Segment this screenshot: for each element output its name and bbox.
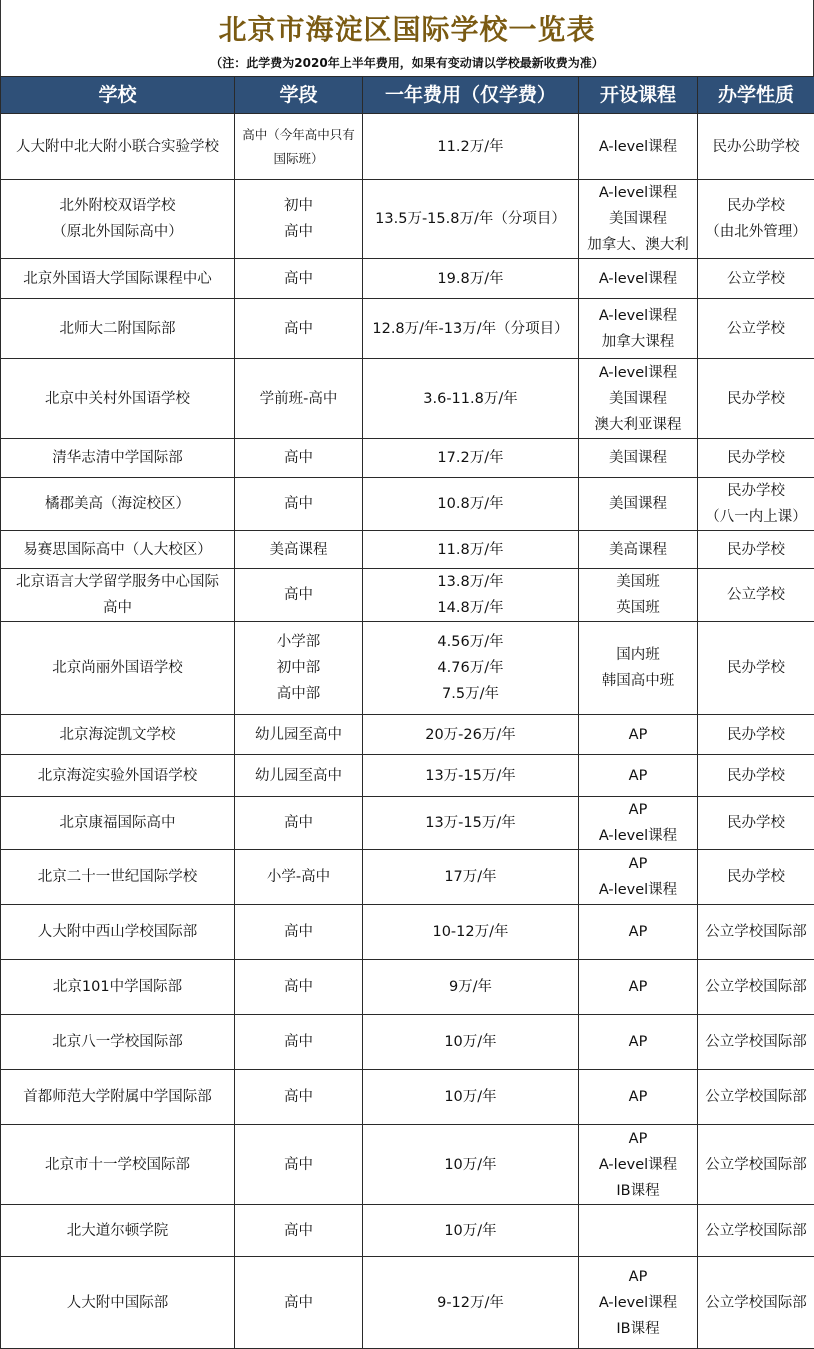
school-cell-line: （原北外国际高中） (3, 219, 232, 245)
type-cell (698, 1257, 814, 1349)
courses-cell-line: A-level课程 (581, 823, 695, 849)
fee-cell-line: 10.8万/年 (365, 491, 576, 517)
fee-cell-line: 20万-26万/年 (365, 722, 576, 748)
courses-cell-line: 国内班 (581, 642, 695, 668)
table-row (1, 960, 814, 1015)
stage-cell-line: 高中 (237, 1084, 360, 1110)
type-cell (698, 960, 814, 1015)
courses-cell-line: AP (581, 1029, 695, 1055)
header-school: 学校 (1, 77, 235, 114)
stage-cell (235, 1015, 363, 1070)
courses-cell (579, 180, 698, 259)
courses-cell-line: A-level课程 (581, 360, 695, 386)
school-cell (1, 359, 235, 439)
type-cell-line: 民办学校 (700, 445, 812, 471)
courses-cell-line: IB课程 (581, 1316, 695, 1342)
type-cell-line: 公立学校国际部 (700, 1029, 812, 1055)
stage-cell (235, 715, 363, 755)
school-cell-line: 北京尚丽外国语学校 (3, 655, 232, 681)
courses-cell-line: A-level课程 (581, 303, 695, 329)
fee-cell (363, 180, 579, 259)
school-cell (1, 478, 235, 531)
school-cell-line: 北京海淀凯文学校 (3, 722, 232, 748)
table-row (1, 114, 814, 180)
type-cell-line: 公立学校国际部 (700, 1152, 812, 1178)
school-cell-line: 北师大二附国际部 (3, 316, 232, 342)
courses-cell-line: AP (581, 797, 695, 823)
school-cell (1, 1015, 235, 1070)
stage-cell-line: 高中 (237, 582, 360, 608)
school-cell-line: 北京八一学校国际部 (3, 1029, 232, 1055)
courses-cell (579, 569, 698, 622)
stage-cell (235, 622, 363, 715)
school-cell-line: 北京101中学国际部 (3, 974, 232, 1000)
stage-cell (235, 905, 363, 960)
type-cell (698, 1125, 814, 1205)
table-row (1, 755, 814, 797)
type-cell (698, 905, 814, 960)
type-cell-line: 公立学校国际部 (700, 1218, 812, 1244)
table-row (1, 569, 814, 622)
type-cell-line: 公立学校国际部 (700, 919, 812, 945)
courses-cell (579, 1070, 698, 1125)
stage-cell-line: 高中 (237, 316, 360, 342)
courses-cell-line: AP (581, 974, 695, 1000)
stage-cell-line: 小学-高中 (237, 864, 360, 890)
type-cell (698, 622, 814, 715)
type-cell-line: 公立学校 (700, 266, 812, 292)
courses-cell (579, 715, 698, 755)
courses-cell (579, 531, 698, 569)
school-cell (1, 299, 235, 359)
school-cell-line: 人大附中西山学校国际部 (3, 919, 232, 945)
fee-cell (363, 1070, 579, 1125)
fee-cell-line: 13万-15万/年 (365, 810, 576, 836)
stage-cell (235, 1205, 363, 1257)
table-row (1, 1257, 814, 1349)
type-cell-line: 民办学校 (700, 763, 812, 789)
school-cell-line: 北京中关村外国语学校 (3, 386, 232, 412)
type-cell (698, 1070, 814, 1125)
table-row (1, 905, 814, 960)
type-cell (698, 715, 814, 755)
type-cell-line: 民办学校 (700, 655, 812, 681)
fee-cell-line: 10-12万/年 (365, 919, 576, 945)
stage-cell-line: 高中 (237, 1152, 360, 1178)
table-row (1, 1125, 814, 1205)
fee-cell (363, 1125, 579, 1205)
stage-cell-line: 学前班-高中 (237, 386, 360, 412)
stage-cell-line: 高中 (237, 445, 360, 471)
fee-cell (363, 755, 579, 797)
stage-cell-line: 高中 (237, 810, 360, 836)
type-cell (698, 569, 814, 622)
fee-cell (363, 478, 579, 531)
school-cell (1, 755, 235, 797)
school-cell-line: 首都师范大学附属中学国际部 (3, 1084, 232, 1110)
courses-cell-line: AP (581, 1084, 695, 1110)
type-cell (698, 850, 814, 905)
stage-cell-line: 高中 (237, 1290, 360, 1316)
fee-cell-line: 4.76万/年 (365, 655, 576, 681)
stage-cell-line: 高中 (237, 1218, 360, 1244)
fee-cell-line: 10万/年 (365, 1218, 576, 1244)
table-row (1, 715, 814, 755)
fee-cell-line: 3.6-11.8万/年 (365, 386, 576, 412)
stage-cell (235, 180, 363, 259)
fee-cell-line: 11.8万/年 (365, 537, 576, 563)
table-row (1, 439, 814, 478)
courses-cell (579, 850, 698, 905)
stage-cell (235, 299, 363, 359)
courses-cell (579, 359, 698, 439)
table-row (1, 359, 814, 439)
school-cell-line: 北外附校双语学校 (3, 193, 232, 219)
stage-cell (235, 797, 363, 850)
type-cell-line: 民办学校 (700, 478, 812, 504)
type-cell (698, 1205, 814, 1257)
fee-cell (363, 1257, 579, 1349)
courses-cell-line: 澳大利亚课程 (581, 412, 695, 438)
fee-cell-line: 14.8万/年 (365, 595, 576, 621)
school-cell (1, 1257, 235, 1349)
courses-cell-line: A-level课程 (581, 266, 695, 292)
courses-cell (579, 755, 698, 797)
fee-cell (363, 299, 579, 359)
stage-cell-line: 小学部 (237, 629, 360, 655)
courses-cell (579, 1257, 698, 1349)
school-cell-line: 北京海淀实验外国语学校 (3, 763, 232, 789)
school-cell (1, 1070, 235, 1125)
stage-cell-line: 高中 (237, 266, 360, 292)
courses-cell (579, 478, 698, 531)
stage-cell (235, 114, 363, 180)
type-cell (698, 180, 814, 259)
fee-cell (363, 905, 579, 960)
stage-cell-line: 初中部 (237, 655, 360, 681)
courses-cell-line: A-level课程 (581, 1152, 695, 1178)
school-cell (1, 960, 235, 1015)
type-cell-line: （八一内上课） (700, 504, 812, 530)
stage-cell-line: 初中 (237, 193, 360, 219)
fee-cell (363, 359, 579, 439)
courses-cell (579, 299, 698, 359)
courses-cell-line: 美国课程 (581, 206, 695, 232)
courses-cell-line: 美国课程 (581, 445, 695, 471)
courses-cell-line: 加拿大、澳大利 (581, 232, 695, 258)
school-cell (1, 715, 235, 755)
courses-cell (579, 1015, 698, 1070)
fee-cell-line: 10万/年 (365, 1029, 576, 1055)
type-cell (698, 755, 814, 797)
type-cell-line: 公立学校 (700, 582, 812, 608)
header-stage: 学段 (235, 77, 363, 114)
courses-cell-line: 美国课程 (581, 386, 695, 412)
school-cell-line: 北大道尔顿学院 (3, 1218, 232, 1244)
fee-cell-line: 13.8万/年 (365, 569, 576, 595)
school-cell-line: 橘郡美高（海淀校区） (3, 491, 232, 517)
courses-cell-line: 美国班 (581, 569, 695, 595)
fee-cell-line: 7.5万/年 (365, 681, 576, 707)
type-cell (698, 797, 814, 850)
type-cell-line: 公立学校国际部 (700, 1084, 812, 1110)
school-cell-line: 易赛思国际高中（人大校区） (3, 537, 232, 563)
type-cell (698, 1015, 814, 1070)
stage-cell-line: 美高课程 (237, 537, 360, 563)
type-cell-line: 民办学校 (700, 386, 812, 412)
fee-note: （注：此学费为2020年上半年费用，如果有变动请以学校最新收费为准） (1, 54, 813, 71)
courses-cell-line: 美高课程 (581, 537, 695, 563)
type-cell-line: （由北外管理） (700, 219, 812, 245)
fee-cell (363, 1205, 579, 1257)
school-cell-line: 人大附中北大附小联合实验学校 (3, 134, 232, 160)
school-cell-line: 高中 (3, 595, 232, 621)
courses-cell (579, 1125, 698, 1205)
courses-cell (579, 905, 698, 960)
school-cell (1, 1205, 235, 1257)
stage-cell (235, 478, 363, 531)
fee-cell-line: 19.8万/年 (365, 266, 576, 292)
courses-cell-line: AP (581, 919, 695, 945)
stage-cell (235, 1257, 363, 1349)
type-cell (698, 259, 814, 299)
fee-cell-line: 17万/年 (365, 864, 576, 890)
type-cell-line: 民办学校 (700, 810, 812, 836)
header-courses: 开设课程 (579, 77, 698, 114)
stage-cell (235, 439, 363, 478)
fee-cell-line: 13.5万-15.8万/年（分项目） (365, 206, 576, 232)
courses-cell (579, 114, 698, 180)
table-row (1, 531, 814, 569)
table-row (1, 299, 814, 359)
title-banner (0, 0, 814, 76)
courses-cell-line: AP (581, 851, 695, 877)
school-cell (1, 905, 235, 960)
courses-cell-line: AP (581, 763, 695, 789)
courses-cell-line: A-level课程 (581, 180, 695, 206)
fee-cell-line: 11.2万/年 (365, 134, 576, 160)
type-cell (698, 359, 814, 439)
school-cell-line: 北京语言大学留学服务中心国际 (3, 569, 232, 595)
fee-cell (363, 715, 579, 755)
header-type: 办学性质 (698, 77, 814, 114)
school-cell (1, 439, 235, 478)
fee-cell-line: 9-12万/年 (365, 1290, 576, 1316)
fee-cell (363, 114, 579, 180)
fee-cell-line: 13万-15万/年 (365, 763, 576, 789)
courses-cell-line: 英国班 (581, 595, 695, 621)
type-cell-line: 民办学校 (700, 537, 812, 563)
table-row (1, 1070, 814, 1125)
courses-cell-line: AP (581, 1264, 695, 1290)
stage-cell-line: 高中 (237, 491, 360, 517)
table-row (1, 180, 814, 259)
stage-cell-line: 高中 (237, 919, 360, 945)
stage-cell-line: 高中 (237, 219, 360, 245)
school-cell-line: 人大附中国际部 (3, 1290, 232, 1316)
table-row (1, 478, 814, 531)
school-cell (1, 797, 235, 850)
fee-cell-line: 12.8万/年-13万/年（分项目） (365, 316, 576, 342)
fee-cell-line: 4.56万/年 (365, 629, 576, 655)
type-cell (698, 478, 814, 531)
stage-cell-line: 高中 (237, 974, 360, 1000)
courses-cell-line: 韩国高中班 (581, 668, 695, 694)
fee-cell-line: 9万/年 (365, 974, 576, 1000)
fee-cell (363, 531, 579, 569)
school-cell (1, 531, 235, 569)
courses-cell-line: AP (581, 722, 695, 748)
type-cell-line: 民办学校 (700, 722, 812, 748)
fee-cell (363, 850, 579, 905)
courses-cell (579, 439, 698, 478)
fee-cell-line: 17.2万/年 (365, 445, 576, 471)
courses-cell (579, 259, 698, 299)
fee-cell (363, 259, 579, 299)
courses-cell-line: A-level课程 (581, 877, 695, 903)
stage-cell-line: 高中（今年高中只有 (237, 123, 360, 147)
type-cell (698, 531, 814, 569)
type-cell (698, 114, 814, 180)
fee-cell (363, 960, 579, 1015)
courses-cell-line: 加拿大课程 (581, 329, 695, 355)
courses-cell-line: A-level课程 (581, 1290, 695, 1316)
courses-cell-line: IB课程 (581, 1178, 695, 1204)
school-cell-line: 北京外国语大学国际课程中心 (3, 266, 232, 292)
type-cell (698, 439, 814, 478)
type-cell-line: 民办公助学校 (700, 134, 812, 160)
fee-cell (363, 622, 579, 715)
schools-table (0, 76, 814, 1349)
courses-cell (579, 797, 698, 850)
fee-cell (363, 439, 579, 478)
courses-cell-line: AP (581, 1126, 695, 1152)
school-cell (1, 1125, 235, 1205)
courses-cell (579, 622, 698, 715)
stage-cell-line: 国际班） (237, 147, 360, 171)
stage-cell (235, 531, 363, 569)
stage-cell (235, 1070, 363, 1125)
stage-cell (235, 359, 363, 439)
fee-cell (363, 569, 579, 622)
fee-cell-line: 10万/年 (365, 1152, 576, 1178)
type-cell-line: 公立学校 (700, 316, 812, 342)
stage-cell-line: 高中 (237, 1029, 360, 1055)
fee-cell (363, 797, 579, 850)
school-cell (1, 259, 235, 299)
courses-cell (579, 960, 698, 1015)
school-cell (1, 180, 235, 259)
fee-cell (363, 1015, 579, 1070)
table-row (1, 1015, 814, 1070)
table-row (1, 797, 814, 850)
stage-cell-line: 幼儿园至高中 (237, 763, 360, 789)
table-row (1, 259, 814, 299)
courses-cell-line: A-level课程 (581, 134, 695, 160)
stage-cell (235, 259, 363, 299)
stage-cell (235, 1125, 363, 1205)
stage-cell-line: 高中部 (237, 681, 360, 707)
stage-cell (235, 850, 363, 905)
school-cell-line: 北京康福国际高中 (3, 810, 232, 836)
type-cell-line: 民办学校 (700, 864, 812, 890)
stage-cell (235, 755, 363, 797)
stage-cell (235, 960, 363, 1015)
table-row (1, 1205, 814, 1257)
type-cell (698, 299, 814, 359)
type-cell-line: 民办学校 (700, 193, 812, 219)
type-cell-line: 公立学校国际部 (700, 1290, 812, 1316)
table-header-row (1, 77, 814, 114)
school-cell (1, 622, 235, 715)
stage-cell (235, 569, 363, 622)
type-cell-line: 公立学校国际部 (700, 974, 812, 1000)
school-cell (1, 850, 235, 905)
fee-cell-line: 10万/年 (365, 1084, 576, 1110)
stage-cell-line: 幼儿园至高中 (237, 722, 360, 748)
header-fee: 一年费用（仅学费） (363, 77, 579, 114)
page-title: 北京市海淀区国际学校一览表 (1, 8, 813, 48)
table-row (1, 850, 814, 905)
courses-cell (579, 1205, 698, 1257)
school-cell (1, 569, 235, 622)
school-cell-line: 北京二十一世纪国际学校 (3, 864, 232, 890)
school-cell-line: 清华志清中学国际部 (3, 445, 232, 471)
school-cell (1, 114, 235, 180)
table-row (1, 622, 814, 715)
school-cell-line: 北京市十一学校国际部 (3, 1152, 232, 1178)
courses-cell-line: 美国课程 (581, 491, 695, 517)
